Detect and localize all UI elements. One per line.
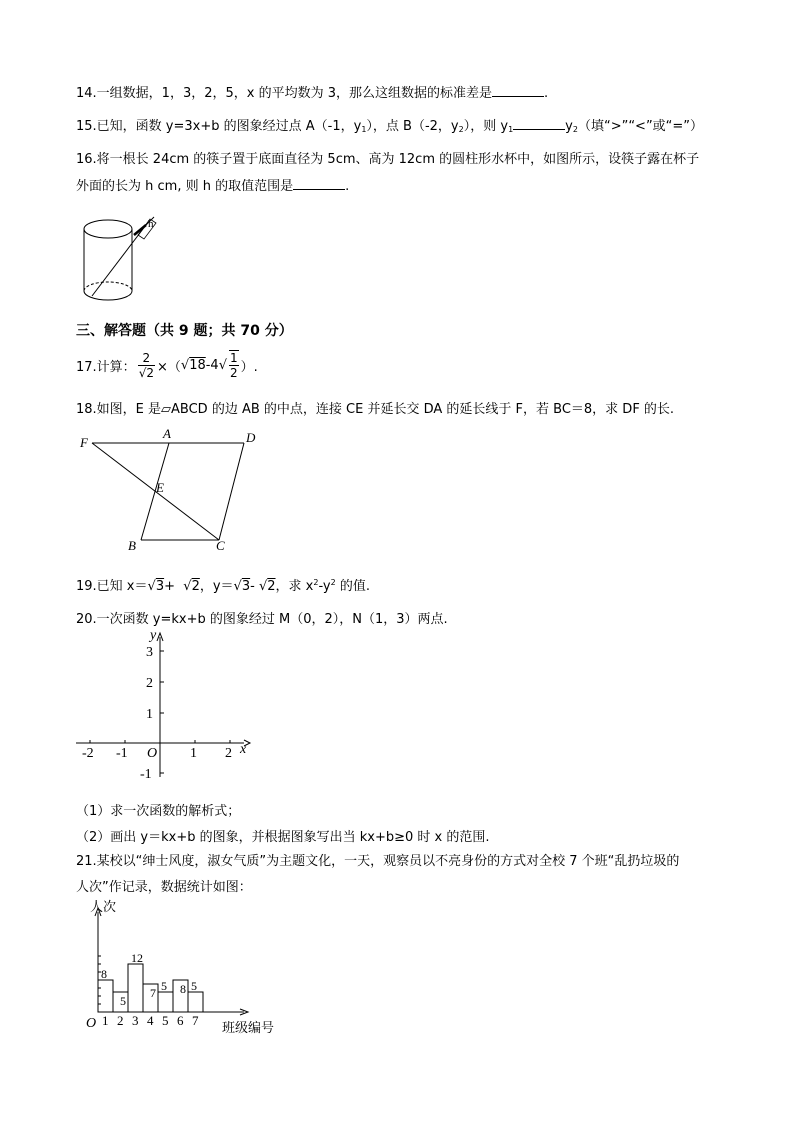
- bar-class-7: [188, 992, 203, 1012]
- h-label: h: [148, 218, 154, 230]
- y-axis-label: 人次: [90, 900, 117, 915]
- coordinate-axes: [74, 627, 254, 787]
- bar-class-5: [158, 992, 173, 1012]
- bar-value-label: 7: [150, 986, 156, 1000]
- svg-text:y: y: [150, 628, 157, 643]
- svg-text:B: B: [128, 538, 136, 553]
- question-17: 17.计算： $\frac{2}{√2}$ ×（ √18 -4 √ $\frac{1}{2}$ ）.: [76, 350, 258, 380]
- bar-value-label: 5: [191, 979, 197, 993]
- svg-text:2: 2: [225, 746, 232, 761]
- question-15: 15.已知，函数 y=3x+b 的图象经过点 A（-1，$y_1$），点 B（-2，$y_2$），则 $y_1$ $y_2$（填“>”“<”或“=”）: [76, 119, 704, 134]
- svg-text:E: E: [156, 480, 164, 495]
- origin-label: O: [86, 1016, 97, 1031]
- question-21-line1: 21.某校以“绅士风度，淑女气质”为主题文化，一天，观察员以不亮身份的方式对全校 7 个班“乱扔垃圾的: [76, 854, 680, 869]
- sqrt-fraction: √ $\frac{1}{2}$: [218, 351, 238, 380]
- question-19: 19.已知 x＝√3+ √2，y＝√3- √2，求 $x^2-y^2$ 的值.: [76, 578, 370, 594]
- question-20-part2: （2）画出 y＝kx+b 的图象，并根据图象写出当 kx+b≥0 时 x 的范围.: [76, 830, 490, 845]
- bar-value-label: 12: [131, 951, 143, 965]
- svg-text:O: O: [147, 746, 158, 761]
- svg-text:1: 1: [146, 707, 153, 722]
- bar-value-label: 8: [180, 982, 186, 996]
- svg-text:-2: -2: [82, 746, 94, 761]
- x-tick-label: 3: [132, 1013, 139, 1028]
- x-tick-label: 1: [102, 1013, 109, 1028]
- bar-chart: [76, 896, 296, 1038]
- svg-text:1: 1: [190, 746, 197, 761]
- answer-blank: [293, 177, 345, 190]
- x-tick-label: 7: [192, 1013, 199, 1028]
- svg-text:D: D: [246, 430, 256, 445]
- bar-value-label: 8: [101, 967, 107, 981]
- x-axis-label: 班级编号: [222, 1021, 275, 1036]
- svg-text:F: F: [80, 435, 88, 450]
- answer-blank: [492, 84, 544, 97]
- section-3-heading: 三、解答题（共 9 题；共 70 分）: [76, 323, 293, 339]
- answer-blank: [513, 117, 565, 130]
- svg-text:-1: -1: [140, 767, 152, 782]
- question-16-line2: 外面的长为 h cm, 则 h 的取值范围是 .: [76, 179, 350, 194]
- x-tick-label: 4: [147, 1013, 154, 1028]
- question-18: 18.如图，E 是▱ABCD 的边 AB 的中点，连接 CE 并延长交 DA 的延长线于 F，若 BC＝8，求 DF 的长.: [76, 402, 675, 417]
- svg-text:3: 3: [146, 645, 153, 660]
- svg-text:C: C: [216, 538, 225, 553]
- bar-class-3: [128, 964, 143, 1012]
- chopstick-line: [92, 225, 146, 296]
- svg-text:x: x: [240, 742, 247, 757]
- svg-text:-1: -1: [116, 746, 128, 761]
- x-tick-label: 2: [117, 1013, 124, 1028]
- question-20-part1: （1）求一次函数的解析式；: [76, 804, 241, 819]
- question-16-line1: 16.将一根长 24cm 的筷子置于底面直径为 5cm、高为 12cm 的圆柱形水杯中，如图所示，设筷子露在杯子: [76, 152, 700, 167]
- bar-value-label: 5: [120, 994, 126, 1008]
- parallelogram-figure: [76, 426, 276, 556]
- fraction: $\frac{2}{√2}$: [138, 350, 154, 380]
- bar-value-label: 5: [161, 979, 167, 993]
- question-21-line2: 人次”作记录，数据统计如图：: [76, 880, 252, 895]
- cylinder-figure: [78, 205, 178, 305]
- svg-text:2: 2: [146, 676, 153, 691]
- x-tick-label: 5: [162, 1013, 169, 1028]
- svg-text:A: A: [163, 426, 171, 441]
- x-tick-label: 6: [177, 1013, 184, 1028]
- question-20: 20.一次函数 y=kx+b 的图象经过 M（0，2），N（1，3）两点.: [76, 612, 448, 627]
- question-14: 14.一组数据，1，3，2，5，x 的平均数为 3，那么这组数据的标准差是 .: [76, 86, 549, 101]
